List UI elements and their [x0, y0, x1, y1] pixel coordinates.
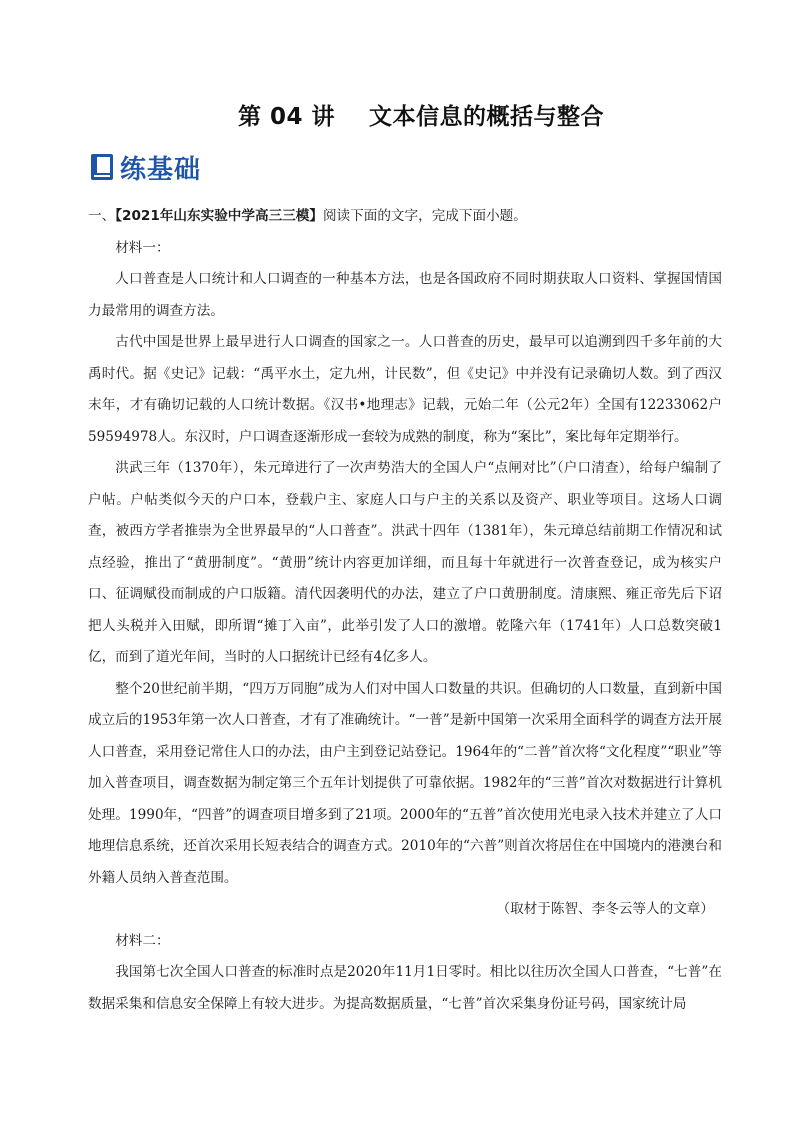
material1-source: （取材于陈智、李冬云等人的文章） [496, 901, 714, 917]
page-title [0, 98, 794, 138]
book-icon [90, 153, 114, 181]
question-instruction: 阅读下面的文字，完成下面小题。 [322, 208, 527, 224]
lesson-title: 文本信息的概括与整合 [369, 104, 605, 130]
material2-heading: 材料二： [115, 932, 170, 949]
material1-heading: 材料一： [115, 239, 170, 256]
material1-paragraph-2: 古代中国是世界上最早进行人口调查的国家之一。人口普查的历史，最早可以追溯到四千多年前的大禹时代。据《史记》记载：“禹平水土，定九州，计民数”，但《史记》中并没有记录确切人数。到了西汉末年，才有确切记载的人口统计数据。《汉书•地理志》记载，元始二年（公元2年）全国有12233062户59594978人。东汉时，户口调查逐渐形成一套较为成熟的制度，称为“案比”，案比每年定期举行。 [88, 334, 722, 445]
section-label: 练基础 [120, 154, 202, 185]
question-header [88, 201, 722, 233]
question-source: 【2021年山东实验中学高三三模】 [115, 208, 323, 224]
material1-paragraph-3: 洪武三年（1370年），朱元璋进行了一次声势浩大的全国人户“点闸对比”（户口清查），给每户编制了户帖。户帖类似今天的户口本，登载户主、家庭人口与户主的关系以及资产、职业等项目。这场人口调查，被西方学者推崇为全世界最早的“人口普查”。洪武十四年（1381年），朱元璋总结前期工作情况和试点经验，推出了“黄册制度”。“黄册”统计内容更加详细，而且每十年就进行一次普查登记，成为核实户口、征调赋役而制成的户口版籍。清代因袭明代的办法，建立了户口黄册制度。清康熙、雍正帝先后下诏把人头税并入田赋，即所谓“摊丁入亩”，此举引发了人口的激增。乾隆六年（1741年）人口总数突破1亿，而到了道光年间，当时的人口据统计已经有4亿多人。 [88, 460, 722, 665]
section-header [90, 150, 201, 184]
document-body [88, 201, 722, 1020]
material1-paragraph-4: 整个20世纪前半期，“四万万同胞”成为人们对中国人口数量的共识。但确切的人口数量，直到新中国成立后的1953年第一次人口普查，才有了准确统计。“一普”是新中国第一次采用全面科学的调查方法开展人口普查，采用登记常住人口的办法，由户主到登记站登记。1964年的“二普”首次将“文化程度”“职业”等加入普查项目，调查数据为制定第三个五年计划提供了可靠依据。1982年的“三普”首次对数据进行计算机处理。1990年，“四普”的调查项目增多到了21项。2000年的“五普”首次使用光电录入技术并建立了人口地理信息系统，还首次采用长短表结合的调查方式。2010年的“六普”则首次将居住在中国境内的港澳台和外籍人员纳入普查范围。 [88, 680, 722, 886]
lesson-number: 第 04 讲 [237, 104, 336, 130]
material2-paragraph-1: 我国第七次全国人口普查的标准时点是2020年11月1日零时。相比以往历次全国人口普查，“七普”在数据采集和信息安全保障上有较大进步。为提高数据质量，“七普”首次采集身份证号码，国家统计局 [88, 964, 722, 1012]
question-number: 一、 [88, 208, 116, 224]
material1-paragraph-1: 人口普查是人口统计和人口调查的一种基本方法，也是各国政府不同时期获取人口资料、掌握国情国力最常用的调查方法。 [88, 271, 722, 319]
